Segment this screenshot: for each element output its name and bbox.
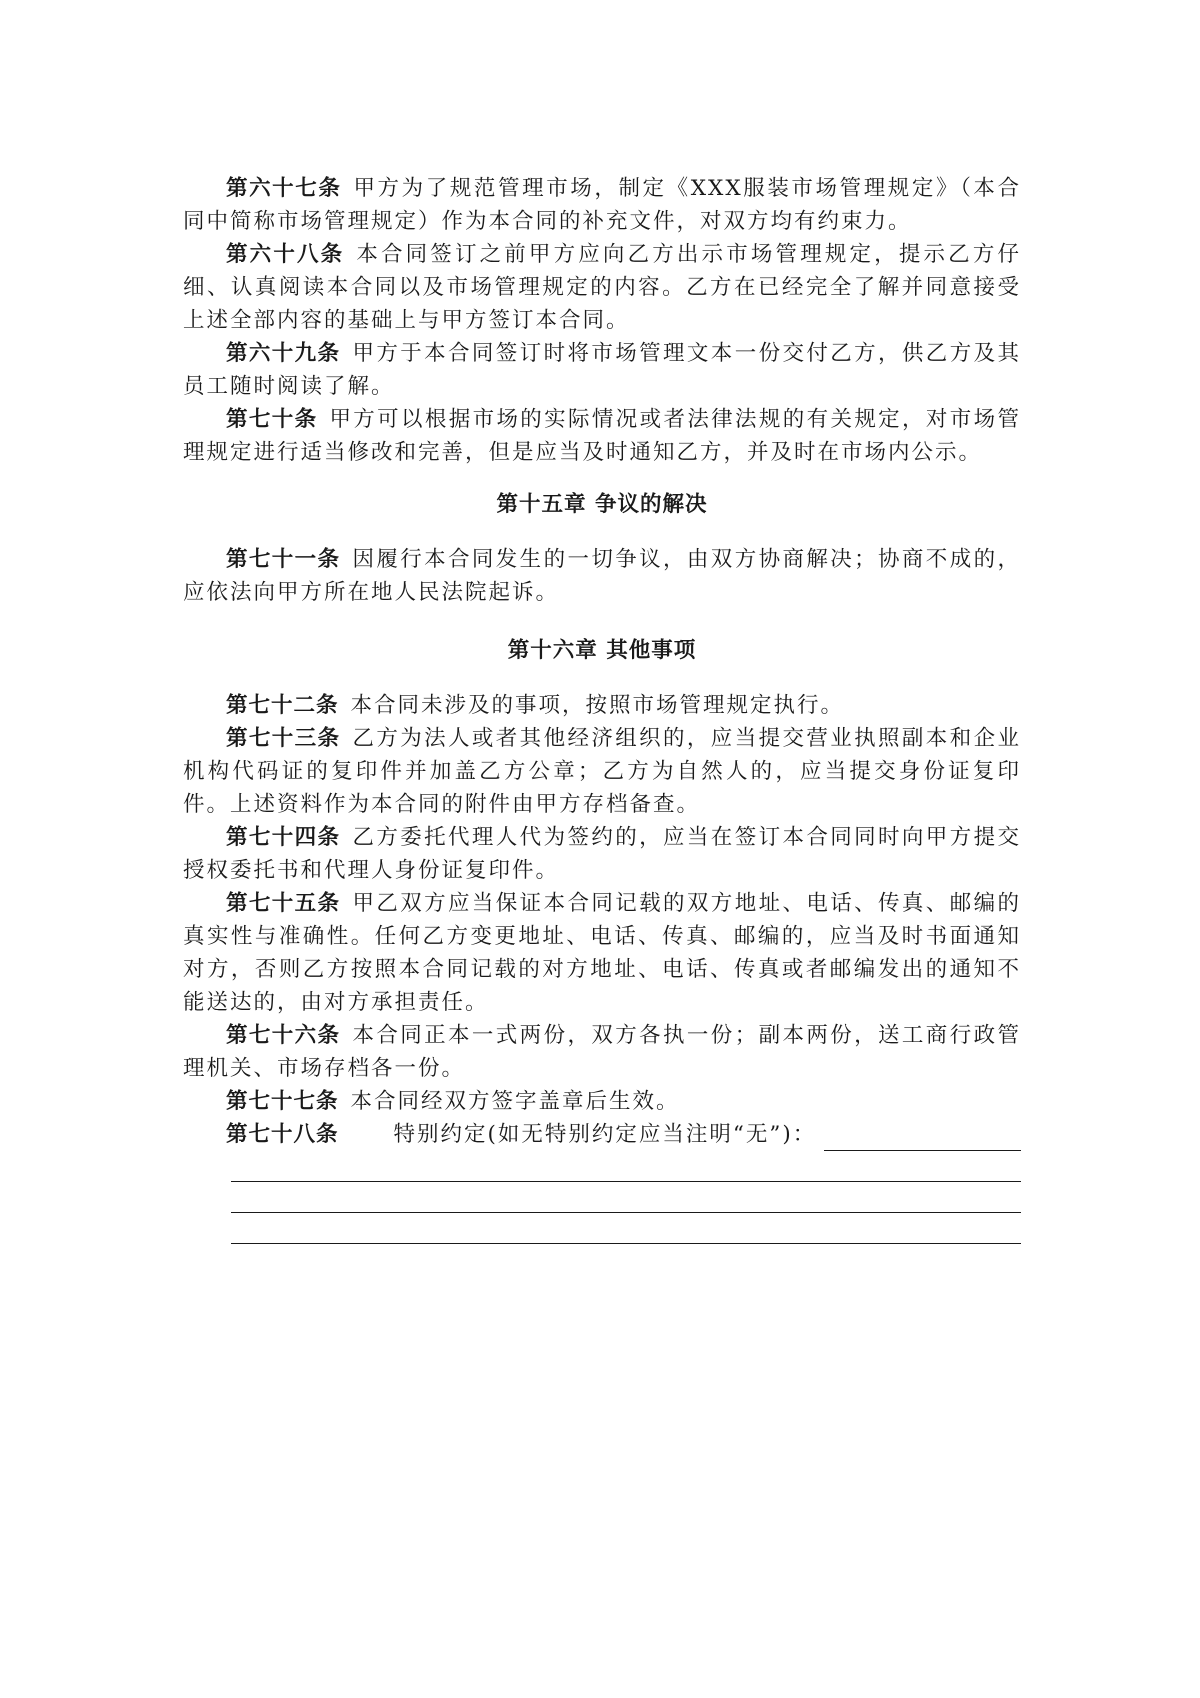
article-number: 第七十四条 (226, 825, 341, 850)
article-number: 第七十条 (226, 407, 318, 432)
article-number: 第六十九条 (226, 341, 341, 366)
article-69 (183, 337, 1021, 403)
article-text: 甲方为了规范管理市场，制定《XXX服装市场管理规定》（本合同中简称市场管理规定）作为本合同的补充文件，对双方均有约束力。 (183, 176, 1021, 234)
article-text: 因履行本合同发生的一切争议，由双方协商解决；协商不成的，应依法向甲方所在地人民法院起诉。 (183, 547, 1021, 605)
article-text: 本合同正本一式两份，双方各执一份；副本两份，送工商行政管理机关、市场存档各一份。 (183, 1023, 1021, 1081)
article-77 (183, 1085, 1021, 1118)
article-text: 甲乙双方应当保证本合同记载的双方地址、电话、传真、邮编的真实性与准确性。任何乙方变更地址、电话、传真、邮编的，应当及时书面通知对方，否则乙方按照本合同记载的对方地址、电话、传真或者邮编发出的通知不能送达的，由对方承担责任。 (183, 891, 1021, 1015)
article-73 (183, 722, 1021, 821)
article-78 (183, 1118, 1021, 1151)
article-72 (183, 689, 1021, 722)
special-terms-blank-line (231, 1151, 1021, 1182)
article-text: 本合同经双方签字盖章后生效。 (350, 1089, 680, 1114)
article-number: 第七十八条 (226, 1122, 339, 1147)
article-number: 第七十一条 (226, 547, 341, 572)
chapter-16-heading: 第十六章 其他事项 (507, 638, 697, 663)
article-74 (183, 821, 1021, 887)
article-text: 本合同签订之前甲方应向乙方出示市场管理规定，提示乙方仔细、认真阅读本合同以及市场管理规定的内容。乙方在已经完全了解并同意接受上述全部内容的基础上与甲方签订本合同。 (183, 242, 1021, 333)
article-70 (183, 403, 1021, 469)
article-76 (183, 1019, 1021, 1085)
article-text: 甲方于本合同签订时将市场管理文本一份交付乙方，供乙方及其员工随时阅读了解。 (183, 341, 1021, 399)
article-text: 乙方为法人或者其他经济组织的，应当提交营业执照副本和企业机构代码证的复印件并加盖乙方公章；乙方为自然人的，应当提交身份证复印件。上述资料作为本合同的附件由甲方存档备查。 (183, 726, 1021, 817)
article-number: 第七十二条 (226, 693, 339, 718)
contract-body (183, 172, 1021, 1244)
chapter-15-heading: 第十五章 争议的解决 (496, 492, 708, 517)
special-terms-blank-line (824, 1125, 1021, 1151)
article-number: 第六十八条 (226, 242, 345, 267)
article-number: 第七十三条 (226, 726, 341, 751)
article-text: 本合同未涉及的事项，按照市场管理规定执行。 (350, 693, 845, 718)
article-71 (183, 543, 1021, 609)
article-text: 乙方委托代理人代为签约的，应当在签订本合同同时向甲方提交授权委托书和代理人身份证复印件。 (183, 825, 1021, 883)
article-68 (183, 238, 1021, 337)
article-67 (183, 172, 1021, 238)
article-number: 第七十六条 (226, 1023, 341, 1048)
article-number: 第七十五条 (226, 891, 341, 916)
special-terms-blank-line (231, 1182, 1021, 1213)
special-terms-blank-line (231, 1213, 1021, 1244)
article-text: 特别约定(如无特别约定应当注明“无”)： (393, 1122, 817, 1147)
article-number: 第七十七条 (226, 1089, 339, 1114)
article-75 (183, 887, 1021, 1019)
article-text: 甲方可以根据市场的实际情况或者法律法规的有关规定，对市场管理规定进行适当修改和完善，但是应当及时通知乙方，并及时在市场内公示。 (183, 407, 1021, 465)
article-number: 第六十七条 (226, 176, 342, 201)
